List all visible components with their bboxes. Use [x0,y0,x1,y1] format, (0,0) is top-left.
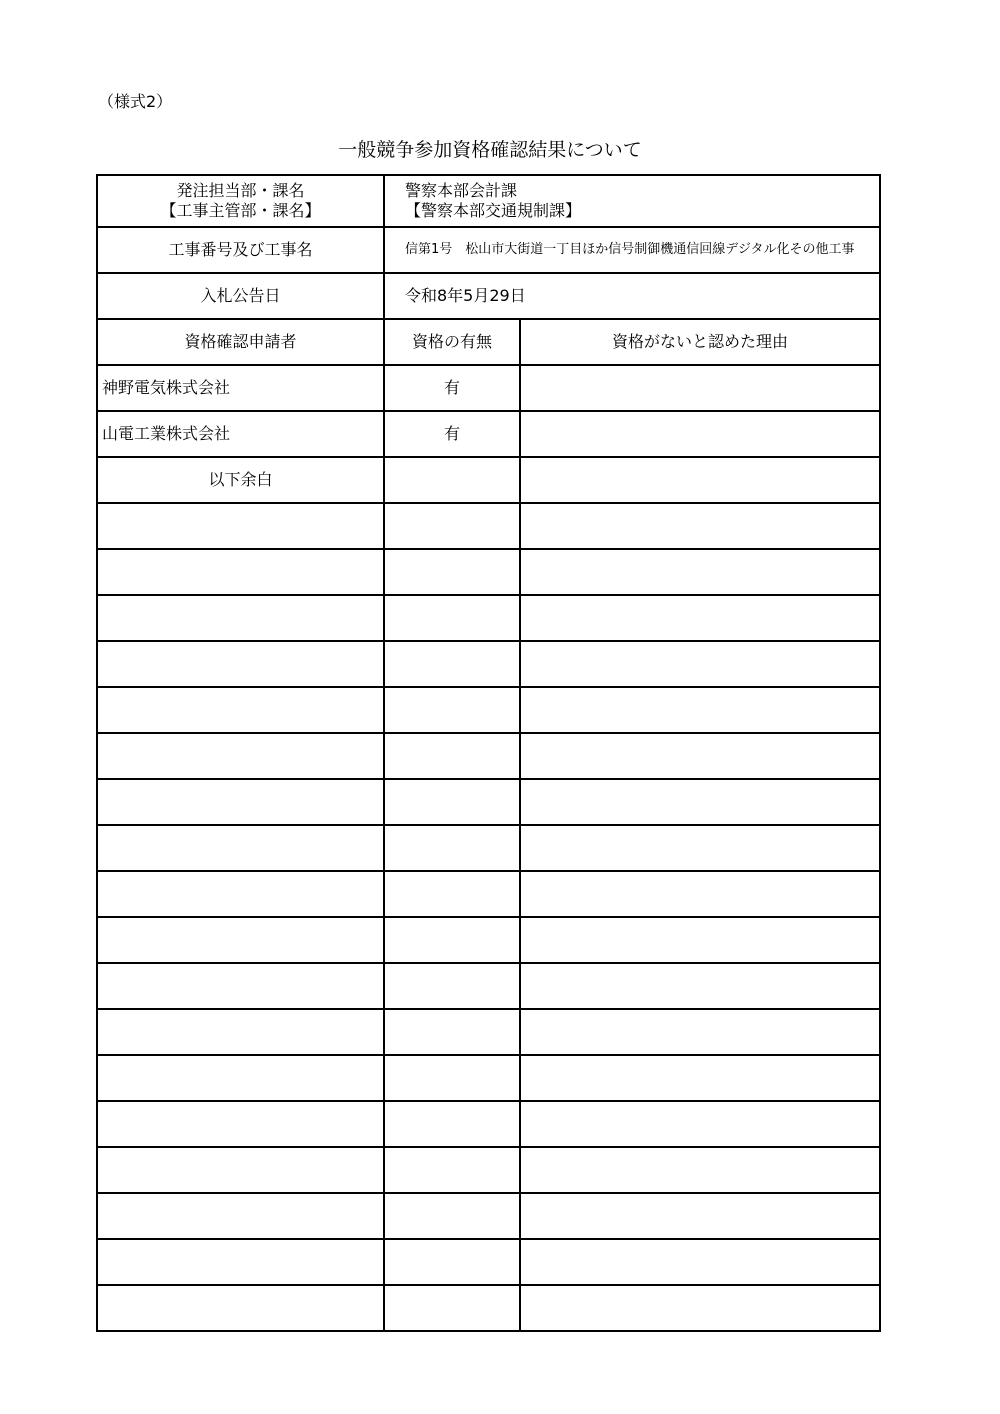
reason-cell [520,365,880,411]
bid-date-row [97,273,880,319]
reason-cell [520,411,880,457]
table-row [97,963,880,1009]
reason-cell [520,1193,880,1239]
qualified-cell [384,503,520,549]
table-row [97,641,880,687]
reason-cell [520,641,880,687]
applicant-cell: 山電工業株式会社 [97,411,384,457]
qualified-cell [384,549,520,595]
reason-cell [520,1009,880,1055]
qualified-cell [384,963,520,1009]
table-row [97,733,880,779]
qualified-cell [384,779,520,825]
construction-label: 工事番号及び工事名 [97,227,384,273]
applicant-cell [97,503,384,549]
reason-cell [520,457,880,503]
applicant-cell [97,1055,384,1101]
qualified-cell [384,1285,520,1331]
department-value: 警察本部会計課 [405,181,518,200]
applicant-cell [97,687,384,733]
applicant-cell [97,595,384,641]
qualified-cell [384,733,520,779]
qualified-cell: 有 [384,411,520,457]
applicant-cell: 神野電気株式会社 [97,365,384,411]
qualified-cell [384,1101,520,1147]
qualified-cell [384,917,520,963]
qualified-cell [384,871,520,917]
applicant-cell [97,1239,384,1285]
qualified-cell [384,457,520,503]
applicant-cell [97,825,384,871]
supervising-department-label: 【工事主管部・課名】 [160,201,321,220]
reason-cell [520,687,880,733]
qualification-result-table [96,174,881,1332]
table-row [97,457,880,503]
applicant-cell [97,1009,384,1055]
qualified-cell [384,1009,520,1055]
qualified-cell [384,1055,520,1101]
table-row [97,1147,880,1193]
construction-value: 信第1号 松山市大街道一丁目ほか信号制御機通信回線デジタル化その他工事 [384,227,880,273]
applicant-cell [97,963,384,1009]
bid-date-value: 令和8年5月29日 [384,273,880,319]
applicant-cell [97,1193,384,1239]
table-row [97,1101,880,1147]
reason-cell [520,503,880,549]
reason-cell [520,871,880,917]
table-row [97,1285,880,1331]
qualified-cell: 有 [384,365,520,411]
department-row [97,175,880,227]
column-header-applicant: 資格確認申請者 [97,319,384,365]
reason-cell [520,963,880,1009]
reason-cell [520,1055,880,1101]
applicant-cell [97,549,384,595]
table-row [97,1239,880,1285]
reason-cell [520,733,880,779]
table-row [97,871,880,917]
department-value-cell [384,175,880,227]
column-header-qualified: 資格の有無 [384,319,520,365]
table-row [97,779,880,825]
form-number-label: （様式2） [98,92,173,111]
applicant-cell: 以下余白 [97,457,384,503]
applicant-cell [97,779,384,825]
department-label-cell [97,175,384,227]
table-row [97,549,880,595]
column-header-row [97,319,880,365]
qualified-cell [384,1239,520,1285]
reason-cell [520,549,880,595]
qualified-cell [384,825,520,871]
table-row [97,1009,880,1055]
qualified-cell [384,595,520,641]
qualified-cell [384,641,520,687]
bid-date-label: 入札公告日 [97,273,384,319]
table-row [97,917,880,963]
applicant-cell [97,917,384,963]
qualified-cell [384,687,520,733]
applicant-cell [97,1147,384,1193]
table-row [97,825,880,871]
applicant-cell [97,641,384,687]
reason-cell [520,1285,880,1331]
reason-cell [520,779,880,825]
department-label: 発注担当部・課名 [176,181,305,200]
table-row [97,1193,880,1239]
reason-cell [520,595,880,641]
table-row [97,365,880,411]
construction-row [97,227,880,273]
column-header-reason: 資格がないと認めた理由 [520,319,880,365]
table-row [97,503,880,549]
applicant-cell [97,1101,384,1147]
reason-cell [520,1239,880,1285]
qualified-cell [384,1147,520,1193]
table-row [97,687,880,733]
qualified-cell [384,1193,520,1239]
applicant-cell [97,1285,384,1331]
applicant-cell [97,871,384,917]
document-title: 一般競争参加資格確認結果について [338,139,642,161]
reason-cell [520,1101,880,1147]
table-row [97,411,880,457]
applicant-cell [97,733,384,779]
reason-cell [520,1147,880,1193]
reason-cell [520,917,880,963]
table-row [97,1055,880,1101]
reason-cell [520,825,880,871]
supervising-department-value: 【警察本部交通規制課】 [405,201,582,220]
table-row [97,595,880,641]
